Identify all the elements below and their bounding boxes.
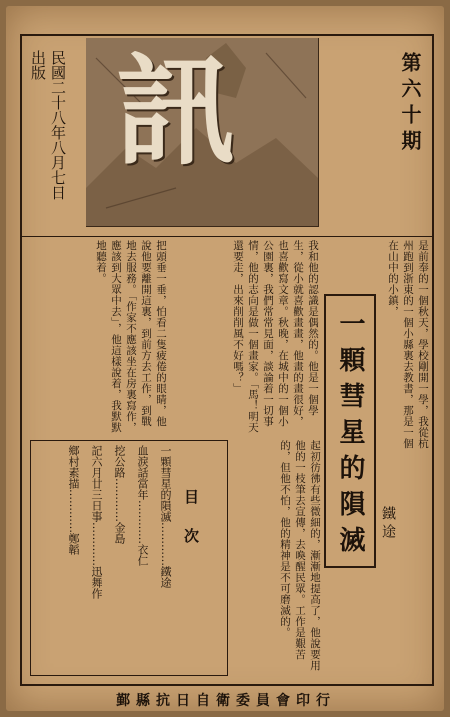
publisher-footer: 鄞縣抗日自衛委員會印行 [116,693,336,709]
header-divider [22,236,432,237]
article-title: 一顆彗星的隕滅 [335,310,365,562]
toc-item: 記六月廿三日事…………迅舞作 [90,445,103,599]
publish-date: 民國二十八年八月七日出版 [29,50,67,200]
newspaper-page [6,6,444,711]
toc-list [37,445,177,667]
toc-item: 鄉村素描…………鄭韜 [67,445,80,555]
toc-item: 一顆彗星的隕滅…………鐵途 [159,445,172,588]
toc-heading: 目次 [182,489,200,567]
article-author: 鐵途 [380,506,396,542]
headline-box [324,294,376,568]
article-column-3: 把頭垂一垂，怕看二隻疲倦的眼睛，他說他要離開這裏，到前方去工作，到戰地去服務。「作家不應該坐在房裏寫作，應該到大眾中去」，他這樣說着，我默默地聽着。 [95,240,167,433]
toc-item: 挖公路…………金島 [113,445,126,544]
issue-number: 第六十期 [398,52,422,156]
masthead-illustration [86,38,319,227]
article-column-1: 是前奉的一個秋天，學校剛開一學，我從杭州跑到浙東的一個小縣裏去教書，那是一個在山中的小鎮， [387,240,429,449]
page-frame [20,34,434,686]
table-of-contents [30,440,228,676]
toc-item: 血淚話當年…………衣仁 [136,445,149,566]
article-column-2: 我和他的認識是偶然的。他是一個學生，從小就喜歡畫畫，他畫的畫很好，也喜歡寫文章。秋晚，在城中的一個小公園裏，我們常常見面，談論着一切事情，他的志向是做一個畫家。「馬！明天還要走，出來削削風不好嗎？」 [232,240,319,433]
masthead-title: 訊 [116,41,230,182]
article-column-4: 起初彷彿有些微細的，漸漸地提高了，他說要用他的一枝筆去宣傳，去喚醒民眾。工作是艱苦的，但他不怕，他的精神是不可磨滅的。 [279,440,321,671]
